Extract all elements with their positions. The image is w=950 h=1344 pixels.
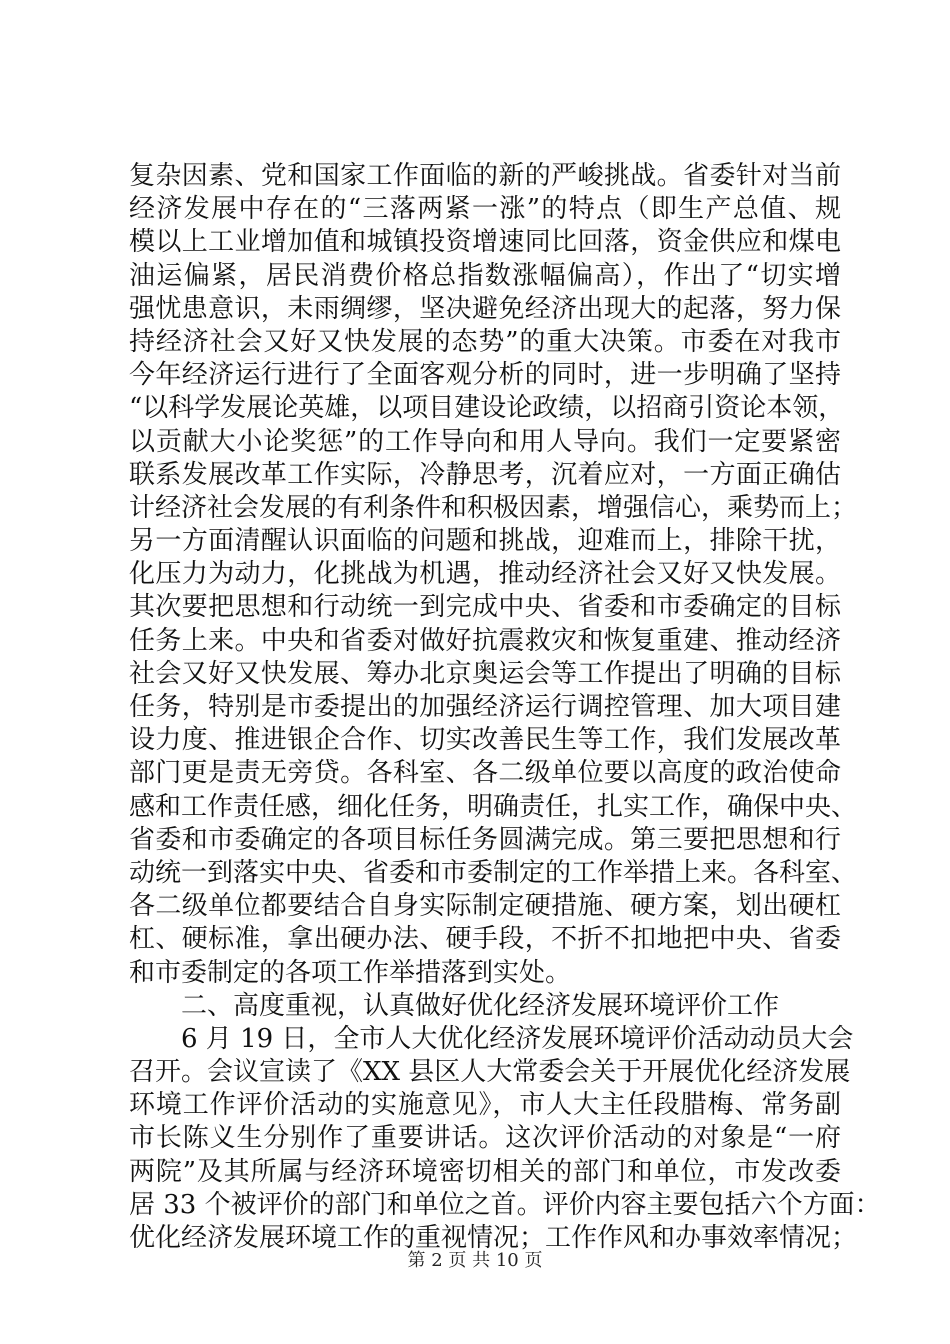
text-line: 感和工作责任感，细化任务，明确责任，扎实工作，确保中央、 bbox=[129, 791, 858, 822]
text-line: 和市委制定的各项工作举措落到实处。 bbox=[129, 957, 572, 988]
text-line: 社会又好又快发展、筹办北京奥运会等工作提出了明确的目标 bbox=[129, 658, 841, 689]
text-line: 各二级单位都要结合自身实际制定硬措施、硬方案，划出硬杠 bbox=[129, 891, 841, 922]
text-line: 召开。会议宣读了《XX 县区人大常委会关于开展优化经济发展 bbox=[129, 1057, 851, 1088]
page-number-footer: 第 2 页 共 10 页 bbox=[407, 1250, 543, 1271]
document-body bbox=[129, 160, 881, 1255]
text-line: 持经济社会又好又快发展的态势”的重大决策。市委在对我市 bbox=[129, 326, 841, 357]
section-heading: 二、高度重视，认真做好优化经济发展环境评价工作 bbox=[181, 990, 780, 1021]
text-line: 另一方面清醒认识面临的问题和挑战，迎难而上，排除干扰， bbox=[129, 526, 841, 557]
text-line: 强忧患意识，未雨绸缪，坚决避免经济出现大的起落，努力保 bbox=[129, 293, 841, 324]
text-line: 今年经济运行进行了全面客观分析的同时，进一步明确了坚持 bbox=[129, 360, 841, 391]
text-line: 设力度、推进银企合作、切实改善民生等工作，我们发展改革 bbox=[129, 725, 841, 756]
text-line: 市长陈义生分别作了重要讲话。这次评价活动的对象是“一府 bbox=[129, 1123, 841, 1154]
text-line: 部门更是责无旁贷。各科室、各二级单位要以高度的政治使命 bbox=[129, 758, 841, 789]
text-line: 复杂因素、党和国家工作面临的新的严峻挑战。省委针对当前 bbox=[129, 161, 841, 191]
text-line: 动统一到落实中央、省委和市委制定的工作举措上来。各科室、 bbox=[129, 857, 858, 888]
text-line: 油运偏紧，居民消费价格总指数涨幅偏高），作出了“切实增 bbox=[129, 260, 841, 291]
text-line: 环境工作评价活动的实施意见》，市人大主任段腊梅、常务副 bbox=[129, 1090, 841, 1121]
text-line: 以贡献大小论奖惩”的工作导向和用人导向。我们一定要紧密 bbox=[129, 426, 841, 457]
text-line: 其次要把思想和行动统一到完成中央、省委和市委确定的目标 bbox=[129, 592, 841, 623]
text-line: 杠、硬标准，拿出硬办法、硬手段，不折不扣地把中央、省委 bbox=[129, 924, 841, 955]
text-line: 优化经济发展环境工作的重视情况；工作作风和办事效率情况； bbox=[129, 1223, 858, 1253]
text-line: 任务上来。中央和省委对做好抗震救灾和恢复重建、推动经济 bbox=[129, 625, 841, 656]
text-line: 省委和市委确定的各项目标任务圆满完成。第三要把思想和行 bbox=[129, 824, 841, 855]
text-line: “以科学发展论英雄，以项目建设论政绩，以招商引资论本领， bbox=[129, 393, 845, 424]
text-line: 计经济社会发展的有利条件和积极因素，增强信心，乘势而上； bbox=[129, 492, 858, 523]
text-line: 模以上工业增加值和城镇投资增速同比回落，资金供应和煤电 bbox=[129, 227, 841, 258]
text-line: 经济发展中存在的“三落两紧一涨”的特点（即生产总值、规 bbox=[129, 194, 841, 225]
text-line: 居 33 个被评价的部门和单位之首。评价内容主要包括六个方面： bbox=[129, 1189, 881, 1220]
text-line: 两院”及其所属与经济环境密切相关的部门和单位，市发改委 bbox=[129, 1156, 841, 1187]
text-line: 联系发展改革工作实际，冷静思考，沉着应对，一方面正确估 bbox=[129, 459, 841, 490]
text-line: 6 月 19 日，全市人大优化经济发展环境评价活动动员大会 bbox=[181, 1023, 854, 1054]
text-line: 任务，特别是市委提出的加强经济运行调控管理、加大项目建 bbox=[129, 692, 841, 722]
text-line: 化压力为动力，化挑战为机遇，推动经济社会又好又快发展。 bbox=[129, 559, 841, 590]
